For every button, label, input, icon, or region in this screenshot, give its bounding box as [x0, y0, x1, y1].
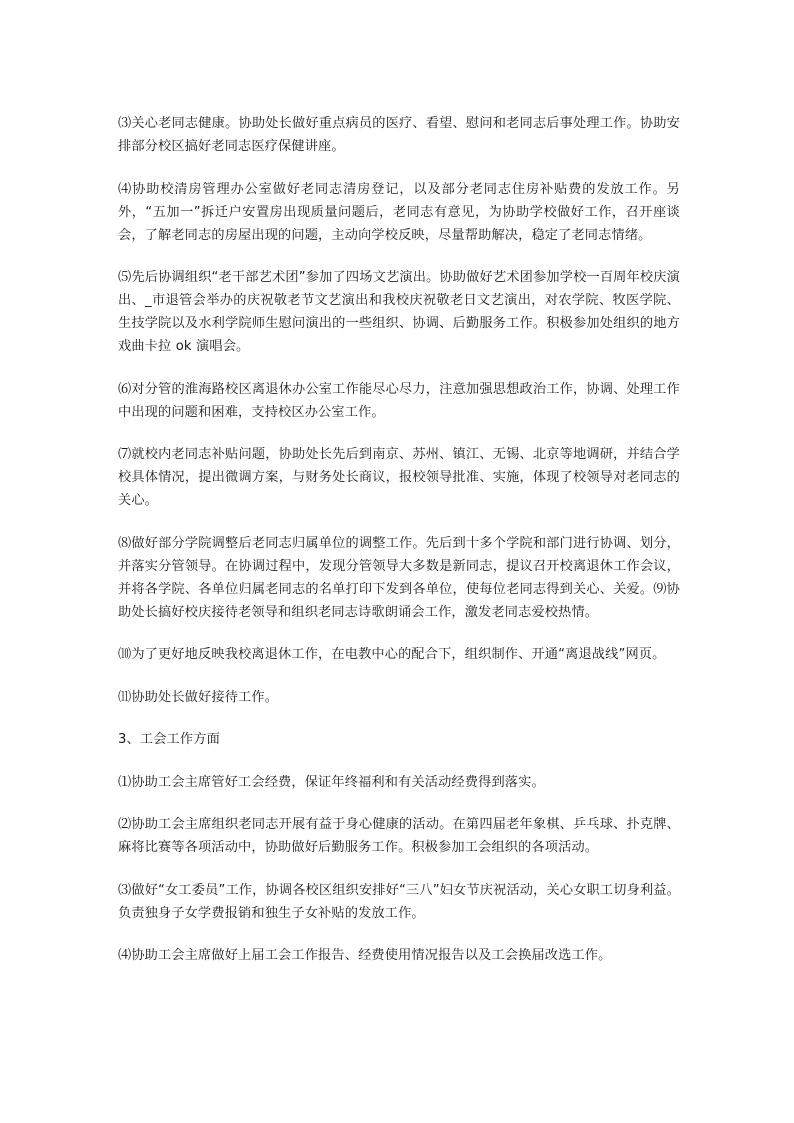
- paragraph-college-adjustment: ⑻做好部分学院调整后老同志归属单位的调整工作。先后到十多个学院和部门进行协调、划分，并落实分管领导。在协调过程中，发现分管领导大多数是新同志，提议召开校离退休工作会议，并将各学院、各单位归属老同志的名单打印下发到各单位，使每位老同志得到关心、关爱。⑼协助处长搞好校庆接待老领导和组织老同志诗歌朗诵会工作，激发老同志爱校热情。: [118, 535, 680, 620]
- paragraph-housing: ⑷协助校清房管理办公室做好老同志清房登记，以及部分老同志住房补贴费的发放工作。另外，“五加一”拆迁户安置房出现质量问题后，老同志有意见，为协助学校做好工作，召开座谈会，了解老同志的房屋出现的问题，主动向学校反映，尽量帮助解决，稳定了老同志情绪。: [118, 181, 680, 243]
- paragraph-union-funds: ⑴协助工会主席管好工会经费，保证年终福利和有关活动经费得到落实。: [118, 774, 545, 790]
- paragraph-subsidy-research: ⑺就校内老同志补贴问题，协助处长先后到南京、苏州、镇江、无锡、北京等地调研，并结合学校具体情况，提出微调方案，与财务处长商议，报校领导批准、实施，体现了校领导对老同志的关心。: [118, 447, 680, 508]
- paragraph-union-election: ⑷协助工会主席做好上届工会工作报告、经费使用情况报告以及工会换届改选工作。: [118, 948, 612, 963]
- paragraph-huaihai-campus: ⑹对分管的淮海路校区离退休办公室工作能尽心尽力，注意加强思想政治工作，协调、处理工作中出现的问题和困难，支持校区办公室工作。: [118, 381, 680, 420]
- paragraph-reception: ⑾协助处长做好接待工作。: [118, 689, 279, 705]
- paragraph-art-troupe: ⑸先后协调组织“老干部艺术团”参加了四场文艺演出。协助做好艺术团参加学校一百周年校庆演出、_市退管会举办的庆祝敬老节文艺演出和我校庆祝敬老日文艺演出，对农学院、牧医学院、生技学院以及水利学院师生慰问演出的一些组织、协调、后勤服务工作。积极参加处组织的地方戏曲卡拉 ok 演唱会。: [118, 270, 680, 354]
- document-page: [118, 112, 680, 987]
- paragraph-union-activities: ⑵协助工会主席组织老同志开展有益于身心健康的活动。在第四届老年象棋、乒乓球、扑克牌、麻将比赛等各项活动中，协助做好后勤服务工作。积极参加工会组织的各项活动。: [118, 817, 680, 855]
- paragraph-health-care: ⑶关心老同志健康。协助处长做好重点病员的医疗、看望、慰问和老同志后事处理工作。协助安排部分校区搞好老同志医疗保健讲座。: [118, 116, 680, 154]
- section-heading-union: 3、工会工作方面: [118, 732, 220, 747]
- paragraph-women-committee: ⑶做好“女工委员”工作，协调各校区组织安排好“三八”妇女节庆祝活动，关心女职工切身利益。负责独身子女学费报销和独生子女补贴的发放工作。: [118, 882, 680, 921]
- paragraph-webpage: ⑽为了更好地反映我校离退休工作，在电教中心的配合下，组织制作、开通“离退战线”网页。: [118, 647, 666, 662]
